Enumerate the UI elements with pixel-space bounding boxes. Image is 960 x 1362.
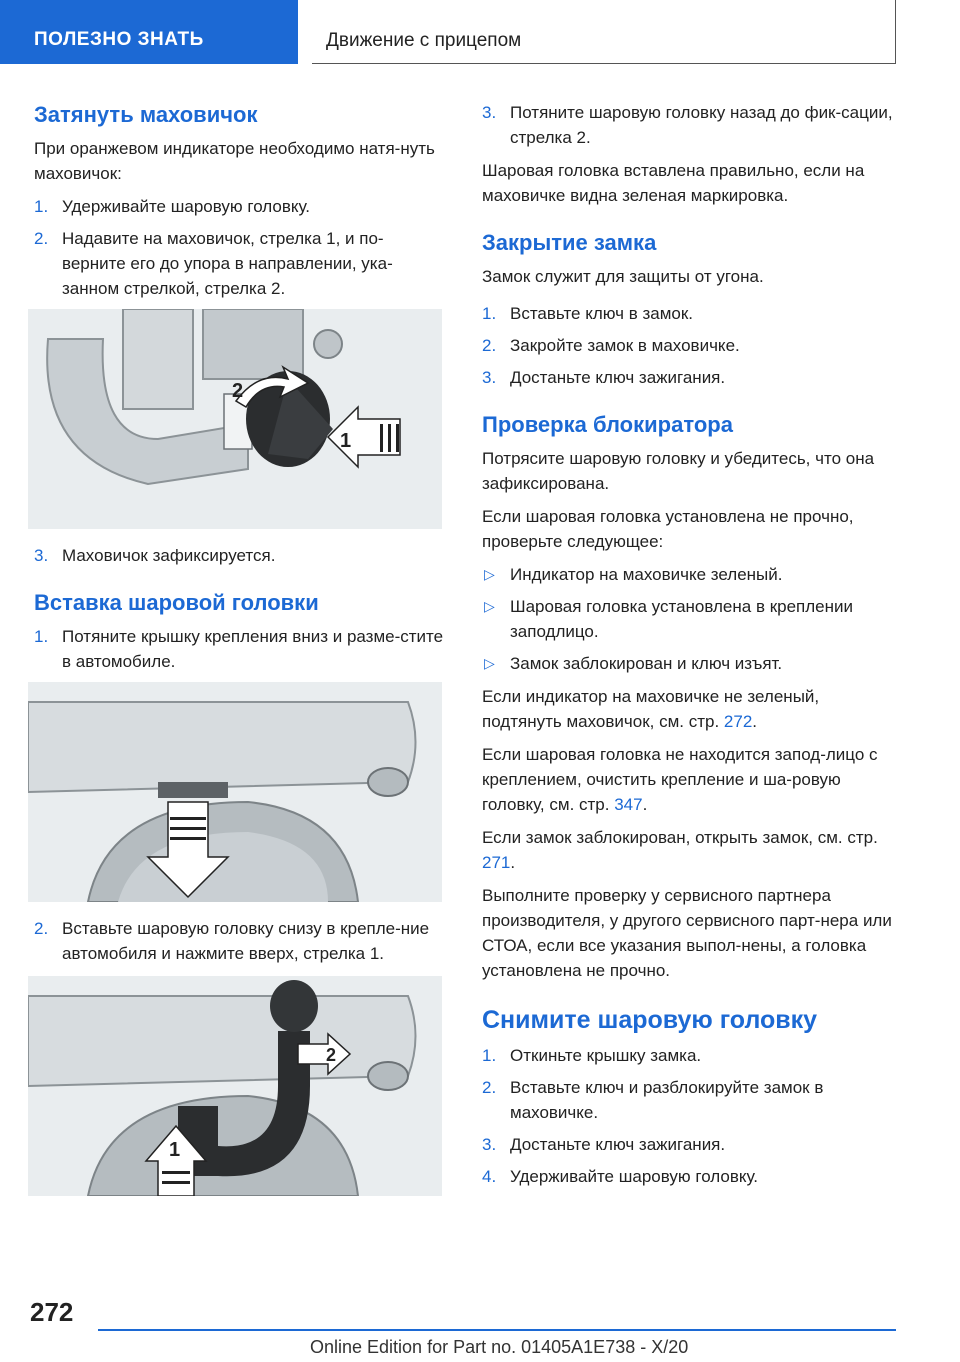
step-text: Достаньте ключ зажигания. — [510, 1135, 726, 1154]
page-link-347[interactable]: 347 — [614, 795, 643, 814]
step-number: 2. — [34, 919, 49, 938]
steps-lock — [482, 301, 902, 390]
list-item — [34, 624, 444, 674]
list-item — [482, 100, 902, 150]
ref-end: . — [642, 795, 648, 814]
step-number: 4. — [482, 1167, 497, 1186]
paragraph-correct: Шаровая головка вставлена правильно, если на маховичке видна зеленая маркировка. — [482, 161, 865, 205]
figure-label: 1 — [169, 1139, 181, 1161]
list-item — [482, 333, 902, 358]
step-number: 3. — [482, 368, 497, 387]
ref-text: Если индикатор на маховичке не зеленый, подтянуть маховичок, см. стр. — [482, 687, 820, 731]
ref-end: . — [752, 712, 758, 731]
steps-tighten — [34, 194, 444, 301]
step-number: 2. — [34, 229, 49, 248]
step-text: Достаньте ключ зажигания. — [510, 368, 726, 387]
list-item — [482, 1132, 902, 1157]
heading-lock: Закрытие замка — [482, 230, 657, 255]
figure-cover-down — [28, 682, 442, 902]
right-column — [482, 100, 902, 1197]
figure-label: 2 — [232, 380, 244, 402]
figure-ball-head-insert — [28, 976, 442, 1196]
ref-text: Если замок заблокирован, открыть замок, см. стр. — [482, 828, 878, 847]
check-list — [482, 562, 902, 676]
list-item — [482, 365, 902, 390]
step-text: Вставьте шаровую головку снизу в крепле-ние автомобиля и нажмите вверх, стрелка 1. — [62, 919, 430, 963]
paragraph-tighten: При оранжевом индикаторе необходимо натя-нуть маховичок: — [34, 139, 435, 183]
footer-divider — [98, 1329, 896, 1331]
paragraph-ref-347 — [482, 742, 902, 817]
paragraph-ref-272 — [482, 684, 902, 734]
triangle-bullet-icon: ▷ — [484, 598, 495, 614]
list-item — [482, 651, 902, 676]
triangle-bullet-icon: ▷ — [484, 566, 495, 582]
figure-handwheel-turn — [28, 309, 442, 529]
list-item — [34, 916, 444, 966]
step-text: Вставьте ключ в замок. — [510, 304, 694, 323]
chapter-title: Движение с прицепом — [312, 0, 896, 64]
item-text: Индикатор на маховичке зеленый. — [510, 565, 783, 584]
steps-remove — [482, 1043, 902, 1189]
list-item — [34, 226, 444, 301]
section-tab: ПОЛЕЗНО ЗНАТЬ — [0, 0, 298, 64]
step-number: 1. — [482, 1046, 497, 1065]
list-item — [482, 562, 902, 587]
step-number: 2. — [482, 336, 497, 355]
heading-remove: Снимите шаровую головку — [482, 1006, 818, 1034]
paragraph-check-1: Потрясите шаровую головку и убедитесь, что она зафиксирована. — [482, 449, 875, 493]
step-number: 3. — [482, 1135, 497, 1154]
ref-text: Если шаровая головка не находится запод-лицо с креплением, очистить крепление и ша-ровую головку, см. стр. — [482, 745, 878, 814]
step-text: Потяните крышку крепления вниз и разме-стите в автомобиле. — [62, 627, 444, 671]
item-text: Замок заблокирован и ключ изъят. — [510, 654, 783, 673]
list-item — [34, 194, 444, 219]
paragraph-ref-271 — [482, 825, 902, 875]
item-text: Шаровая головка установлена в креплении заподлицо. — [510, 597, 854, 641]
steps-insert-cont2 — [482, 100, 902, 150]
list-item — [482, 301, 902, 326]
step-text: Откиньте крышку замка. — [510, 1046, 702, 1065]
step-number: 2. — [482, 1078, 497, 1097]
step-text: Закройте замок в маховичке. — [510, 336, 740, 355]
list-item — [34, 543, 444, 568]
ref-end: . — [510, 853, 516, 872]
step-number: 3. — [482, 103, 497, 122]
heading-insert: Вставка шаровой головки — [34, 590, 319, 615]
list-item — [482, 1043, 902, 1068]
step-number: 1. — [34, 197, 49, 216]
paragraph-lock: Замок служит для защиты от угона. — [482, 267, 764, 286]
left-column — [34, 100, 444, 1210]
step-text: Потяните шаровую головку назад до фик-сации, стрелка 2. — [510, 103, 893, 147]
paragraph-service: Выполните проверку у сервисного партнера производителя, у другого сервисного парт-нера или СТОА, если все указания выпол-нены, а головка установлена не прочно. — [482, 886, 892, 980]
steps-tighten-cont — [34, 543, 444, 568]
step-number: 3. — [34, 546, 49, 565]
list-item — [482, 1164, 902, 1189]
heading-tighten: Затянуть маховичок — [34, 102, 258, 127]
step-number: 1. — [482, 304, 497, 323]
page-link-271[interactable]: 271 — [482, 853, 511, 872]
steps-insert-cont — [34, 916, 444, 966]
step-text: Надавите на маховичок, стрелка 1, и по-верните его до упора в направлении, ука-занном стрелкой, стрелка 2. — [62, 229, 393, 298]
step-text: Вставьте ключ и разблокируйте замок в маховичке. — [510, 1078, 824, 1122]
footer-edition: Online Edition for Part no. 01405A1E738 - X/20 — [310, 1337, 689, 1357]
list-item — [482, 1075, 902, 1125]
list-item — [482, 594, 902, 644]
steps-insert — [34, 624, 444, 674]
step-text: Маховичок зафиксируется. — [62, 546, 276, 565]
paragraph-check-2: Если шаровая головка установлена не прочно, проверьте следующее: — [482, 507, 854, 551]
step-number: 1. — [34, 627, 49, 646]
step-text: Удерживайте шаровую головку. — [62, 197, 311, 216]
triangle-bullet-icon: ▷ — [484, 655, 495, 671]
step-text: Удерживайте шаровую головку. — [510, 1167, 759, 1186]
heading-check: Проверка блокиратора — [482, 412, 733, 437]
figure-label: 2 — [326, 1045, 337, 1065]
page-link-272[interactable]: 272 — [723, 712, 753, 731]
figure-label: 1 — [340, 430, 352, 452]
page-number: 272 — [30, 1297, 74, 1327]
